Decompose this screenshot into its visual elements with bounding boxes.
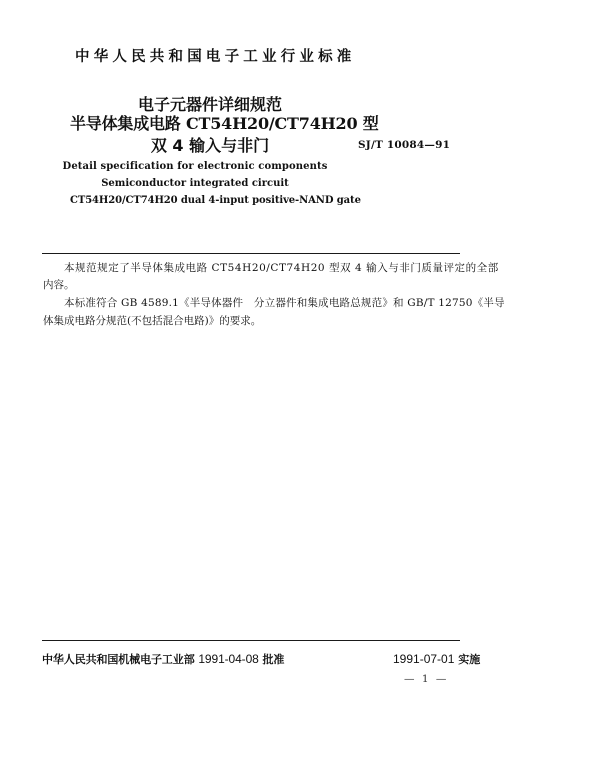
title-cn-line3: 双 4 输入与非门 <box>150 136 270 155</box>
body-paragraph1-line2: 内容。 <box>43 279 75 291</box>
footer-effective-label: 实施 <box>458 653 481 666</box>
footer-approval-date: 1991-04-08 <box>198 652 259 666</box>
footer-effective <box>393 651 480 667</box>
standard-code: SJ/T 10084—91 <box>358 139 451 151</box>
title-en-line1: Detail specification for electronic components <box>62 161 328 172</box>
footer-issuer: 中华人民共和国机械电子工业部 <box>42 653 195 666</box>
title-cn-line2-suffix: 型 <box>357 114 379 133</box>
title-cn-line2 <box>70 111 379 134</box>
title-en-line3: CT54H20/CT74H20 dual 4-input positive-NAND gate <box>70 195 361 206</box>
title-cn-model: CT54H20/CT74H20 <box>185 114 358 133</box>
title-cn-line2-prefix: 半导体集成电路 <box>70 114 186 133</box>
top-divider <box>42 253 460 254</box>
body-paragraph2-line1: 本标准符合 GB 4589.1《半导体器件 分立器件和集成电路总规范》和 GB/T 12750《半导 <box>64 297 505 309</box>
title-en-line2: Semiconductor integrated circuit <box>101 178 289 189</box>
standard-header: 中华人民共和国电子工业行业标准 <box>75 49 356 65</box>
footer-effective-date: 1991-07-01 <box>393 652 455 666</box>
title-cn-line1: 电子元器件详细规范 <box>137 95 282 114</box>
footer-approval-label: 批准 <box>262 653 285 666</box>
footer-approval <box>42 651 284 667</box>
page-number: — 1 — <box>404 673 447 685</box>
body-paragraph1-line1: 本规范规定了半导体集成电路 CT54H20/CT74H20 型双 4 输入与非门质量评定的全部 <box>64 262 499 274</box>
body-paragraph2-line2: 体集成电路分规范(不包括混合电路)》的要求。 <box>43 315 262 327</box>
bottom-divider <box>42 640 460 641</box>
